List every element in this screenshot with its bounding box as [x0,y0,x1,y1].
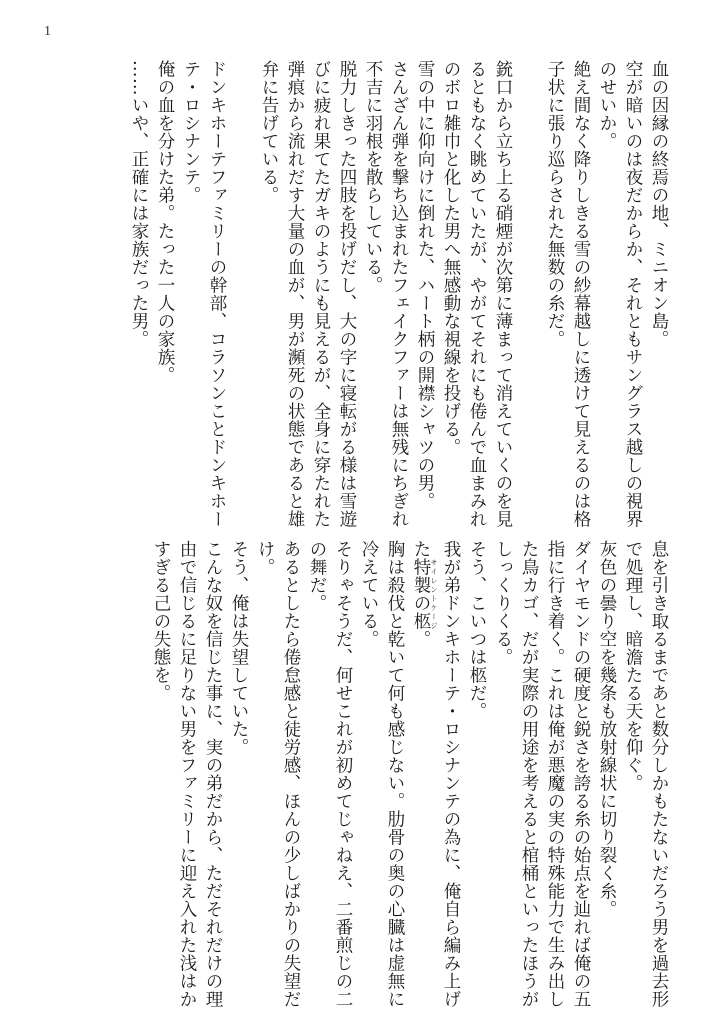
upper-text-line: 子状に張り巡らされた無数の糸だ。 [545,60,565,348]
upper-text-line: 弾痕から流れだす大量の血が、男が瀕死の状態であると雄 [285,60,305,528]
lower-text-line: で処理し、暗澹たる天を仰ぐ。 [623,540,643,792]
ruby-base: 特製の柩 [411,558,431,630]
upper-text-line: のせいか。 [597,60,617,150]
lower-text-line: の舞だ。 [307,540,327,612]
upper-text-line: びに疲れ果てたガキのようにも見えるが、全身に穿たれた [311,60,331,528]
page-number: 1 [44,24,51,39]
lower-text-line: あるとしたら倦怠感と徒労感、ほんの少しばかりの失望だ [281,540,301,1008]
lower-text-line: 胸は殺伐と乾いて何も感じない。肋骨の奥の心臓は虚無に [385,540,405,1008]
upper-text-line: 脱力しきった四肢を投げだし、大の字に寝転がる様は雪遊 [337,60,357,528]
upper-text-line: ……いや、正確には家族だった男。 [129,60,149,348]
lower-text-line: 我が弟ドンキホーテ・ロシナンテの為に、俺自ら編み上げ [441,540,461,1008]
upper-text-line: 弁に告げている。 [259,60,279,204]
lower-text-line: ダイヤモンドの硬度と鋭さを誇る糸の始点を辿れば俺の五 [571,540,591,1008]
lower-text-line [408,540,438,980]
lower-text-line: しっくりくる。 [493,540,513,666]
upper-text-line: 雪の中に仰向けに倒れた、ハート柄の開襟シャツの男。 [415,60,435,510]
upper-text-line [230,60,256,500]
upper-text-line: テ・ロシナンテ。 [181,60,201,204]
ruby-line-prefix: た [411,540,431,558]
lower-text-line: け。 [255,540,275,576]
upper-text-block [126,60,672,528]
upper-text-line: 銃口から立ち上る硝煙が次第に薄まって消えていくのを見 [493,60,513,528]
upper-text-line: 俺の血を分けた弟。たった一人の家族。 [155,60,175,384]
lower-text-line: 灰色の曇り空を幾条も放射線状に切り裂く糸。 [597,540,617,918]
lower-text-line: 息を引き取るまであと数分しかもたないだろう男を過去形 [649,540,669,1008]
upper-text-line: 不吉に羽根を散らしている。 [363,60,383,294]
furigana-ruby [411,558,438,630]
lower-text-line: 指に行き着く。これは俺が悪魔の実の特殊能力で生み出し [545,540,565,1008]
upper-text-line: 絶え間なく降りしきる雪の紗幕越しに透けて見えるのは格 [571,60,591,528]
ruby-line-suffix: 。 [411,630,431,648]
lower-text-line: そりゃそうだ、何せこれが初めてじゃねえ、二番煎じの二 [333,540,353,1008]
lower-text-line: 由で信じるに足りない男をファミリーに迎え入れた浅はか [177,540,197,1008]
lower-text-line: すぎる己の失態を。 [151,540,171,702]
upper-text-line: ドンキホーテファミリーの幹部、コラソンことドンキホー [207,60,227,528]
lower-text-line: 冷えている。 [359,540,379,648]
lower-text-line: そう、こいつは柩だ。 [467,540,487,720]
upper-text-line: さんざん弾を撃ち込まれたフェイクファーは無残にちぎれ [389,60,409,528]
upper-text-line: 空が暗いのは夜だからか、それともサングラス越しの視界 [623,60,643,528]
lower-text-line: そう、俺は失望していた。 [229,540,249,756]
upper-text-line [516,60,542,500]
upper-text-line: 血の因縁の終焉の地、ミニオン島。 [649,60,669,348]
upper-text-line: のボロ雑巾と化した男へ無感動な視線を投げる。 [441,60,461,456]
ruby-annotation: サイレントケージ [430,558,438,630]
upper-text-line: るともなく眺めていたが、やがてそれにも倦んで血まみれ [467,60,487,528]
lower-text-block [148,540,672,1008]
lower-text-line: た鳥カゴ、だが実際の用途を考えると棺桶といったほうが [519,540,539,1008]
lower-text-line: こんな奴を信じた事に、実の弟だから、ただそれだけの理 [203,540,223,1008]
